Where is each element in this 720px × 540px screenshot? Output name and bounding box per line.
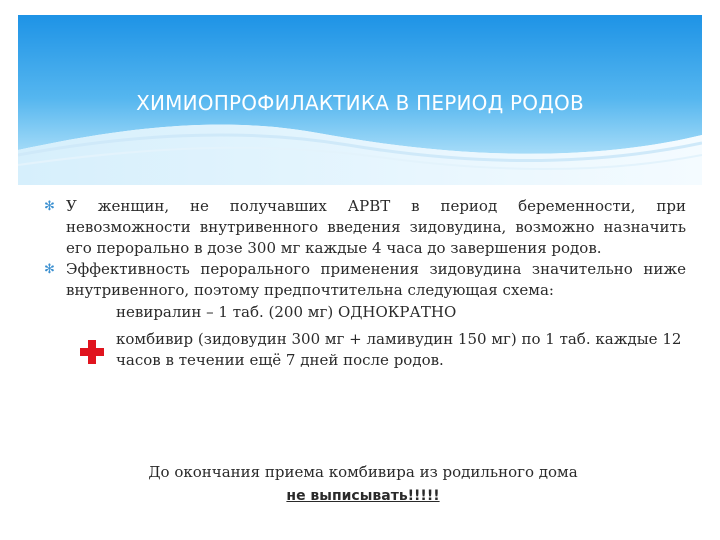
bullet-text: Эффективность перорального применения зидовудина значительно ниже внутривенного, поэтому предпочтительна следующая схема:: [66, 260, 686, 299]
content: [40, 196, 686, 377]
page-title: ХИМИОПРОФИЛАКТИКА В ПЕРИОД РОДОВ: [136, 91, 584, 115]
footer-text: До окончания приема комбивира из родильного дома: [148, 463, 578, 481]
treatment-scheme: [40, 302, 686, 371]
scheme-line-kombivir: комбивир (зидовудин 300 мг + ламивудин 150 мг) по 1 таб. каждые 12 часов в течении ещё 7 дней после родов.: [116, 330, 682, 369]
bullet-item: [40, 259, 686, 301]
footer-note: [40, 460, 686, 508]
asterisk-bullet-icon: ✻: [44, 199, 55, 214]
red-cross-icon: [80, 340, 104, 364]
asterisk-bullet-icon: ✻: [44, 262, 55, 277]
bullet-text: У женщин, не получавших АРВТ в период беременности, при невозможности внутривенного введения зидовудина, возможно назначить его перорально в дозе 300 мг каждые 4 часа до завершения родов.: [66, 197, 686, 257]
bullet-item: [40, 196, 686, 259]
footer-emphasis: не выписывать!!!!!: [286, 488, 440, 504]
header-banner: [18, 15, 702, 185]
scheme-line-neviralin: невиралин – 1 таб. (200 мг) ОДНОКРАТНО: [116, 303, 457, 321]
